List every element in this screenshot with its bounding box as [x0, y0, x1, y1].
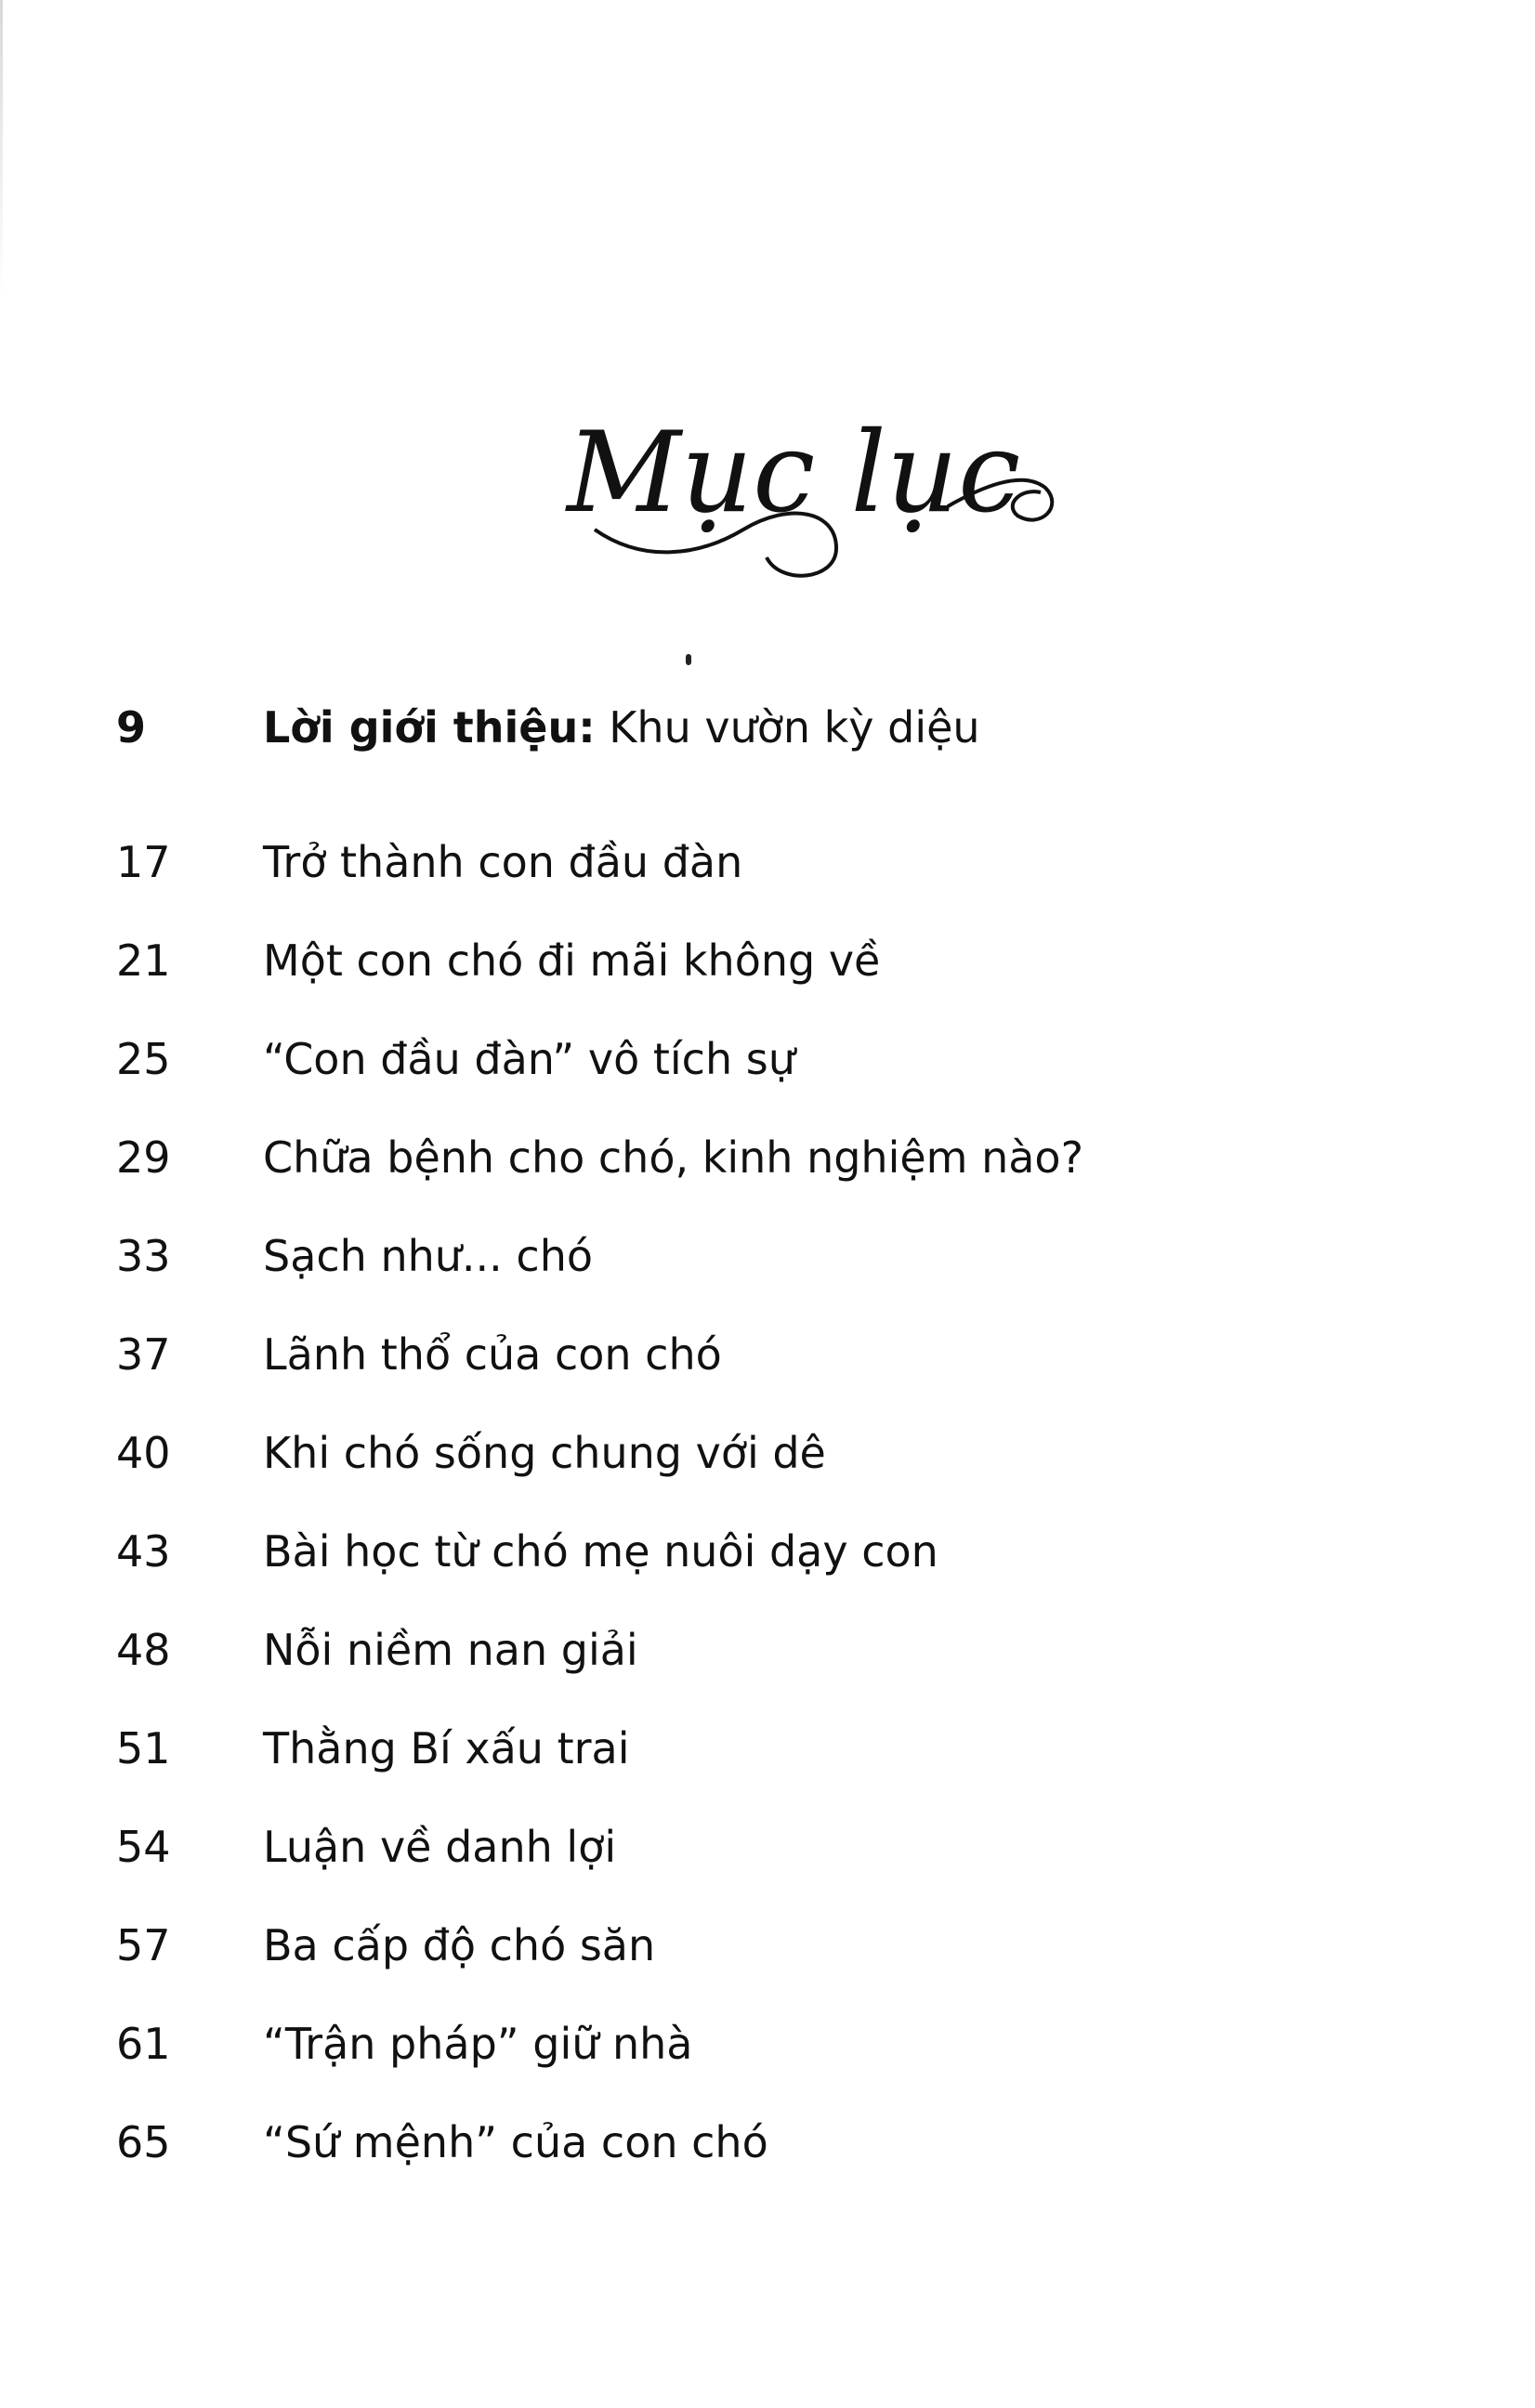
toc-page-number: 21: [116, 936, 171, 986]
toc-entry-title: “Sứ mệnh” của con chó: [263, 2117, 768, 2167]
toc-entry-title: Một con chó đi mãi không về: [263, 936, 881, 986]
toc-entry-title-text: Khu vườn kỳ diệu: [595, 702, 980, 752]
toc-entry-title: Bài học từ chó mẹ nuôi dạy con: [263, 1526, 938, 1577]
toc-entry-lead: Lời giới thiệu:: [263, 702, 596, 752]
toc-page-number: 54: [116, 1822, 171, 1872]
toc-entry-title: “Trận pháp” giữ nhà: [263, 2019, 693, 2069]
toc-entry-title: Sạch như... chó: [263, 1231, 593, 1281]
toc-page-number: 29: [116, 1132, 171, 1183]
toc-entry-title: Trở thành con đầu đàn: [263, 837, 743, 887]
toc-entry-title: Chữa bệnh cho chó, kinh nghiệm nào?: [263, 1132, 1083, 1183]
toc-page-number: 33: [116, 1231, 171, 1281]
toc-entry-title: Thằng Bí xấu trai: [263, 1723, 630, 1773]
toc-entry-title: Lãnh thổ của con chó: [263, 1329, 722, 1380]
toc-page-number: 9: [116, 702, 147, 752]
toc-page-number: 57: [116, 1920, 171, 1970]
toc-entry-title: “Con đầu đàn” vô tích sự: [263, 1034, 795, 1084]
toc-page-number: 51: [116, 1723, 171, 1773]
toc-page-number: 40: [116, 1428, 171, 1478]
toc-entry-title: Ba cấp độ chó săn: [263, 1920, 656, 1970]
toc-page-number: 48: [116, 1625, 171, 1675]
toc-entry-title: Luận về danh lợi: [263, 1822, 617, 1872]
toc-page-number: 37: [116, 1329, 171, 1380]
toc-entry-title: Nỗi niềm nan giải: [263, 1625, 638, 1675]
toc-page-number: 17: [116, 837, 171, 887]
toc-page-number: 61: [116, 2019, 171, 2069]
toc-entry-title: Khi chó sống chung với dê: [263, 1428, 826, 1478]
toc-page-number: 43: [116, 1526, 171, 1577]
heading-text: Mục lục: [567, 409, 1021, 538]
toc-page-number: 65: [116, 2117, 171, 2167]
toc-page-number: 25: [116, 1034, 171, 1084]
toc-entry-title: [263, 695, 1378, 760]
